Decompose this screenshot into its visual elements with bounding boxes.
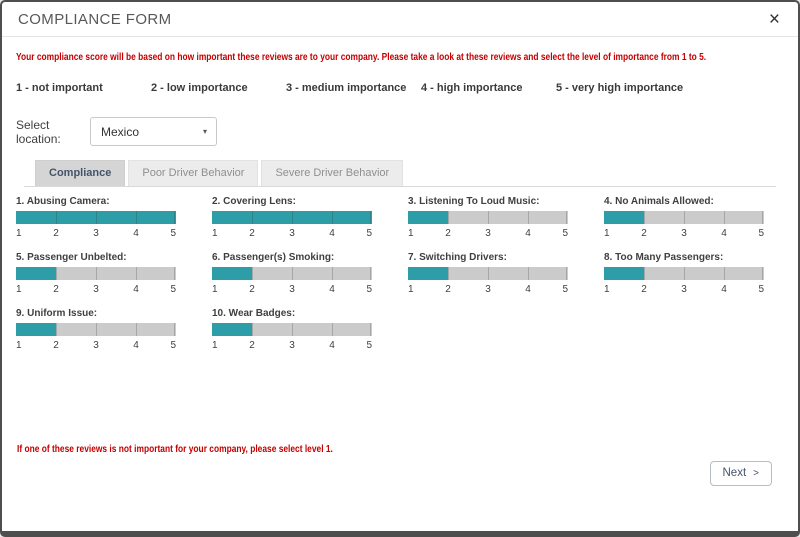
slider-tick: [332, 323, 333, 336]
scale-number: 2: [445, 228, 451, 239]
slider-tick: [174, 267, 175, 280]
slider-tick: [724, 211, 725, 224]
slider-item: [212, 252, 372, 296]
slider-tick: [684, 211, 685, 224]
chevron-right-icon: >: [753, 467, 759, 479]
scale-number: 5: [170, 284, 176, 295]
slider-tick: [96, 211, 97, 224]
scale-number: 1: [408, 228, 414, 239]
slider-label: 2. Covering Lens:: [212, 196, 296, 207]
importance-slider[interactable]: [16, 267, 176, 280]
scale-number: 4: [133, 340, 139, 351]
scale-number: 2: [53, 340, 59, 351]
scale-number: 2: [249, 228, 255, 239]
scale-number: 3: [485, 228, 491, 239]
slider-tick: [488, 267, 489, 280]
legend-item: 3 - medium importance: [286, 82, 407, 94]
scale-number: 1: [604, 284, 610, 295]
location-select[interactable]: [90, 117, 217, 146]
slider-tick: [292, 323, 293, 336]
importance-slider[interactable]: [212, 211, 372, 224]
scale-number: 4: [329, 228, 335, 239]
scale-number: 4: [133, 228, 139, 239]
slider-scale: [604, 228, 764, 240]
importance-slider[interactable]: [604, 211, 764, 224]
slider-label: 4. No Animals Allowed:: [604, 196, 714, 207]
slider-scale: [212, 340, 372, 352]
slider-tick: [174, 211, 175, 224]
next-button[interactable]: [710, 461, 773, 486]
slider-tick: [56, 323, 57, 336]
scale-number: 4: [721, 228, 727, 239]
slider-tick: [332, 267, 333, 280]
tab-severe-driver-behavior[interactable]: Severe Driver Behavior: [261, 160, 403, 186]
scale-number: 1: [408, 284, 414, 295]
scale-number: 1: [212, 284, 218, 295]
slider-scale: [16, 284, 176, 296]
slider-item: [408, 196, 568, 240]
slider-scale: [16, 228, 176, 240]
slider-tick: [136, 211, 137, 224]
dialog-header: [2, 2, 798, 37]
scale-number: 2: [249, 284, 255, 295]
scale-number: 3: [681, 228, 687, 239]
slider-tick: [370, 323, 371, 336]
slider-tick: [370, 211, 371, 224]
slider-tick: [684, 267, 685, 280]
importance-slider[interactable]: [212, 323, 372, 336]
location-selected-value: Mexico: [101, 124, 140, 139]
scale-number: 2: [249, 340, 255, 351]
slider-tick: [448, 211, 449, 224]
slider-tick: [136, 323, 137, 336]
tab-bar: [24, 160, 776, 187]
slider-label: 8. Too Many Passengers:: [604, 252, 724, 263]
slider-fill: [212, 323, 252, 336]
slider-fill: [604, 211, 644, 224]
scale-number: 5: [366, 284, 372, 295]
slider-fill: [408, 211, 448, 224]
legend-item: 5 - very high importance: [556, 82, 684, 94]
legend-item: 4 - high importance: [421, 82, 523, 94]
scale-number: 4: [133, 284, 139, 295]
scale-number: 5: [170, 340, 176, 351]
scale-number: 1: [604, 228, 610, 239]
legend-item: 1 - not important: [16, 82, 103, 94]
slider-tick: [724, 267, 725, 280]
slider-label: 7. Switching Drivers:: [408, 252, 507, 263]
close-icon[interactable]: ×: [768, 9, 780, 30]
scale-number: 1: [212, 228, 218, 239]
slider-item: [16, 308, 176, 352]
scale-number: 1: [16, 284, 22, 295]
slider-scale: [212, 228, 372, 240]
scale-number: 4: [525, 284, 531, 295]
slider-item: [212, 308, 372, 352]
slider-tick: [96, 323, 97, 336]
dialog-title: COMPLIANCE FORM: [18, 11, 172, 28]
scale-number: 4: [329, 284, 335, 295]
scale-number: 2: [445, 284, 451, 295]
slider-scale: [408, 228, 568, 240]
scale-number: 1: [16, 228, 22, 239]
slider-tick: [448, 267, 449, 280]
slider-tick: [488, 211, 489, 224]
slider-item: [212, 196, 372, 240]
slider-label: 5. Passenger Unbelted:: [16, 252, 127, 263]
slider-tick: [644, 267, 645, 280]
slider-tick: [56, 211, 57, 224]
importance-slider[interactable]: [408, 211, 568, 224]
dialog-content: [2, 51, 798, 187]
slider-tick: [252, 267, 253, 280]
slider-item: [408, 252, 568, 296]
scale-number: 5: [562, 284, 568, 295]
scale-number: 4: [525, 228, 531, 239]
scale-number: 1: [16, 340, 22, 351]
slider-tick: [292, 211, 293, 224]
slider-scale: [212, 284, 372, 296]
scale-number: 3: [289, 284, 295, 295]
scale-number: 1: [212, 340, 218, 351]
location-row: [16, 117, 784, 146]
importance-slider[interactable]: [212, 267, 372, 280]
scale-number: 5: [366, 340, 372, 351]
scale-number: 3: [485, 284, 491, 295]
scale-number: 3: [93, 284, 99, 295]
intro-message: Your compliance score will be based on how important these reviews are to your company. Please take a look at these reviews and select the level of importance from 1 to 5.: [16, 51, 707, 63]
scale-number: 5: [562, 228, 568, 239]
scale-number: 3: [93, 340, 99, 351]
slider-tick: [332, 211, 333, 224]
scale-number: 4: [721, 284, 727, 295]
scale-number: 5: [170, 228, 176, 239]
slider-tick: [370, 267, 371, 280]
slider-scale: [408, 284, 568, 296]
importance-slider[interactable]: [408, 267, 568, 280]
next-button-label: Next: [722, 467, 747, 479]
scale-number: 2: [53, 284, 59, 295]
slider-tick: [136, 267, 137, 280]
location-label: Select location:: [16, 117, 61, 146]
scale-number: 2: [641, 284, 647, 295]
slider-tick: [252, 211, 253, 224]
slider-label: 6. Passenger(s) Smoking:: [212, 252, 335, 263]
slider-fill: [16, 323, 56, 336]
legend-item: 2 - low importance: [151, 82, 248, 94]
slider-label: 10. Wear Badges:: [212, 308, 296, 319]
slider-label: 1. Abusing Camera:: [16, 196, 110, 207]
slider-item: [604, 196, 764, 240]
slider-tick: [566, 267, 567, 280]
footer-note: If one of these reviews is not important for your company, please select level 1.: [17, 443, 333, 455]
scale-number: 3: [93, 228, 99, 239]
tab-compliance[interactable]: Compliance: [35, 160, 125, 186]
slider-tick: [174, 323, 175, 336]
sliders-grid: [16, 196, 784, 352]
scale-number: 3: [289, 340, 295, 351]
slider-tick: [96, 267, 97, 280]
importance-slider[interactable]: [16, 323, 176, 336]
slider-label: 9. Uniform Issue:: [16, 308, 98, 319]
slider-scale: [604, 284, 764, 296]
slider-scale: [16, 340, 176, 352]
slider-tick: [528, 267, 529, 280]
scale-number: 3: [289, 228, 295, 239]
importance-legend: [16, 82, 784, 94]
slider-tick: [566, 211, 567, 224]
slider-fill: [212, 267, 252, 280]
slider-item: [604, 252, 764, 296]
slider-tick: [56, 267, 57, 280]
slider-tick: [644, 211, 645, 224]
slider-item: [16, 196, 176, 240]
importance-slider[interactable]: [604, 267, 764, 280]
scale-number: 5: [758, 228, 764, 239]
slider-tick: [762, 211, 763, 224]
chevron-down-icon: ▾: [202, 127, 207, 136]
slider-label: 3. Listening To Loud Music:: [408, 196, 540, 207]
scale-number: 2: [641, 228, 647, 239]
slider-tick: [762, 267, 763, 280]
importance-slider[interactable]: [16, 211, 176, 224]
slider-fill: [604, 267, 644, 280]
slider-fill: [408, 267, 448, 280]
slider-fill: [16, 267, 56, 280]
slider-tick: [252, 323, 253, 336]
tab-poor-driver-behavior[interactable]: Poor Driver Behavior: [128, 160, 258, 186]
slider-tick: [292, 267, 293, 280]
scale-number: 2: [53, 228, 59, 239]
slider-tick: [528, 211, 529, 224]
scale-number: 3: [681, 284, 687, 295]
scale-number: 5: [366, 228, 372, 239]
scale-number: 5: [758, 284, 764, 295]
scale-number: 4: [329, 340, 335, 351]
slider-item: [16, 252, 176, 296]
